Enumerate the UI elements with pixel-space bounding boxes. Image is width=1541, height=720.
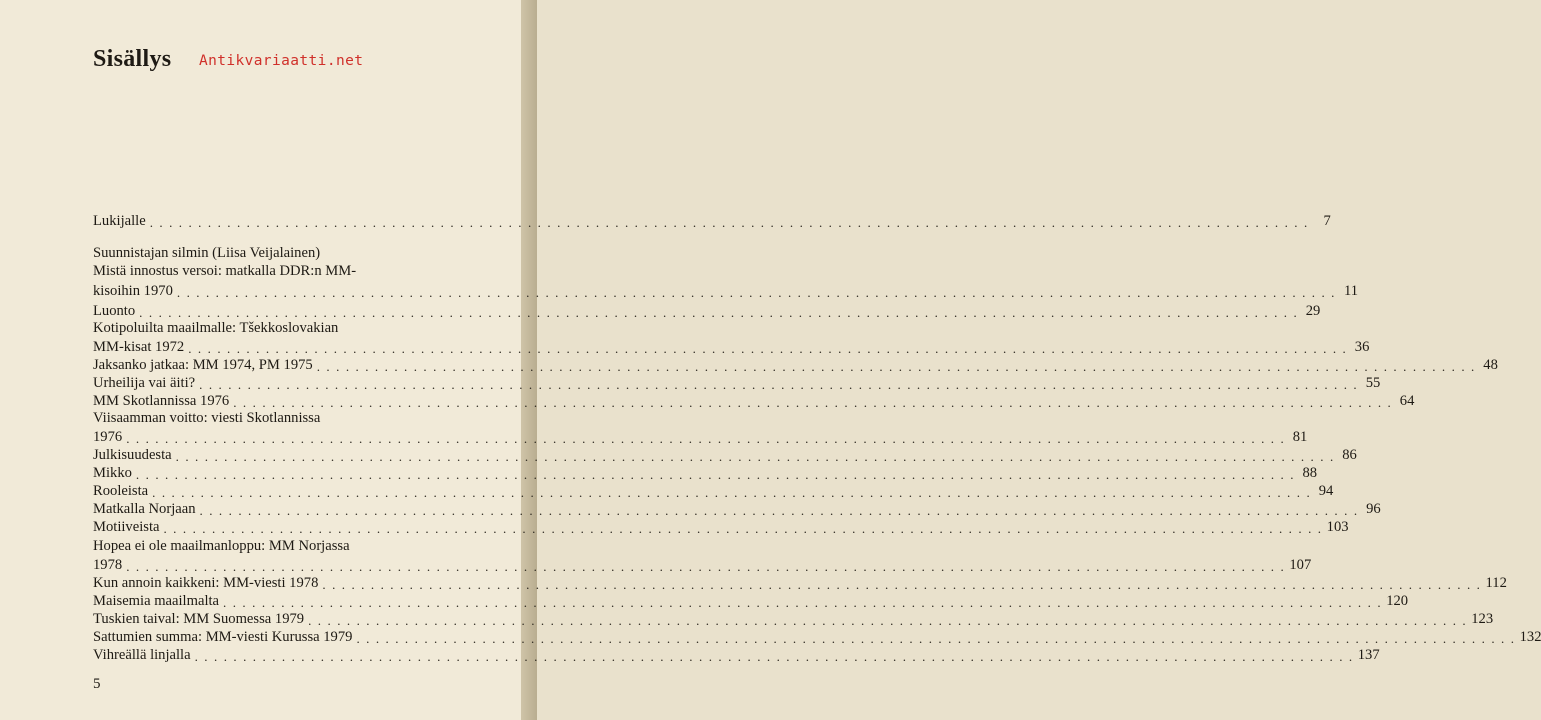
toc-entry-label: Rooleista (93, 483, 149, 499)
toc-leader-dots: . . . . . . . . . . . . . . . . . . . . . . . . . . . . . . . . . . . . . . . . . . . . . . . . . . . . . . . . . . . . . . . . . . . . . . . . . . . . . . . . . . . . . . . . . . . . . . . . . . . . . . . . . . . . . . . . . . . . . . . . (188, 341, 1348, 356)
toc-entry-page: 48 (1483, 357, 1498, 373)
toc-entry (93, 374, 1381, 392)
toc-entry (93, 338, 1370, 356)
toc-entry-label: MM Skotlannissa 1976 (93, 393, 230, 409)
toc-leader-dots: . . . . . . . . . . . . . . . . . . . . . . . . . . . . . . . . . . . . . . . . . . . . . . . . . . . . . . . . . . . . . . . . . . . . . . . . . . . . . . . . . . . . . . . . . . . . . . . . . . . . . . . . . . . . . . . . . . . . . . . . (223, 595, 1383, 610)
toc-leader-dots: . . . . . . . . . . . . . . . . . . . . . . . . . . . . . . . . . . . . . . . . . . . . . . . . . . . . . . . . . . . . . . . . . . . . . . . . . . . . . . . . . . . . . . . . . . . . . . . . . . . . . . . . . . . . . . . . . . . . . . . . (139, 305, 1299, 320)
toc-leader-dots: . . . . . . . . . . . . . . . . . . . . . . . . . . . . . . . . . . . . . . . . . . . . . . . . . . . . . . . . . . . . . . . . . . . . . . . . . . . . . . . . . . . . . . . . . . . . . . . . . . . . . . . . . . . . . . . . . . . . . . . . (199, 503, 1359, 518)
toc-entry-page: 64 (1399, 393, 1415, 409)
toc-entry-label: Kotipoluilta maailmalle: Tšekkoslovakian (93, 320, 339, 336)
toc-entry (93, 245, 469, 263)
toc-entry (93, 464, 1318, 482)
toc-entry-label: Mikko (93, 465, 132, 481)
toc-leader-dots: . . . . . . . . . . . . . . . . . . . . . . . . . . . . . . . . . . . . . . . . . . . . . . . . . . . . . . . . . . . . . . . . . . . . . . . . . . . . . . . . . . . . . . . . . . . . . . . . . . . . . . . . . . . . . . . . . . . . . . . . (152, 485, 1312, 500)
toc-entry (93, 500, 1381, 518)
toc-entry (93, 592, 1409, 610)
toc-leader-dots: . . . . . . . . . . . . . . . . . . . . . . . . . . . . . . . . . . . . . . . . . . . . . . . . . . . . . . . . . . . . . . . . . . . . . . . . . . . . . . . . . . . . . . . . . . . . . . . . . . . . . . . . . . . . . . . . . . . . . . . . (308, 613, 1468, 628)
toc-entry-label: Suunnistajan silmin (Liisa Veijalainen) (93, 245, 321, 261)
watermark-text: Antikvariaatti.net (199, 53, 364, 69)
toc-entry (93, 410, 469, 428)
toc-entry-label: Vihreällä linjalla (93, 647, 191, 663)
toc-entry-label: 1976 (93, 429, 123, 445)
toc-leader-dots: . . . . . . . . . . . . . . . . . . . . . . . . . . . . . . . . . . . . . . . . . . . . . . . . . . . . . . . . . . . . . . . . . . . . . . . . . . . . . . . . . . . . . . . . . . . . . . . . . . . . . . . . . . . . . . . . . . . . . . . . (233, 395, 1393, 410)
toc-entry (93, 263, 469, 281)
page-title: Sisällys (93, 46, 172, 72)
toc-entry (93, 212, 1331, 230)
toc-leader-dots: . . . . . . . . . . . . . . . . . . . . . . . . . . . . . . . . . . . . . . . . . . . . . . . . . . . . . . . . . . . . . . . . . . . . . . . . . . . . . . . . . . . . . . . . . . . . . . . . . . . . . . . . . . . . . . . . . . . . . . . . (176, 285, 1337, 300)
toc-entry-page: 36 (1354, 339, 1370, 355)
toc-leader-dots: . . . . . . . . . . . . . . . . . . . . . . . . . . . . . . . . . . . . . . . . . . . . . . . . . . . . . . . . . . . . . . . . . . . . . . . . . . . . . . . . . . . . . . . . . . . . . . . . . . . . . . . . . . . . . . . . . . . . . . . . (135, 467, 1296, 482)
toc-entry (93, 320, 469, 338)
toc-entry-label: Viisaamman voitto: viesti Skotlannissa (93, 410, 321, 426)
toc-entry-page: 86 (1342, 447, 1357, 463)
toc-entry-label: Tuskien taival: MM Suomessa 1979 (93, 611, 305, 627)
toc-entry (93, 482, 1334, 500)
toc-entry (93, 610, 1494, 628)
toc-entry-page: 81 (1292, 429, 1308, 445)
toc-entry-label: Urheilija vai äiti? (93, 375, 196, 391)
toc-entry (93, 538, 469, 556)
toc-leader-dots: . . . . . . . . . . . . . . . . . . . . . . . . . . . . . . . . . . . . . . . . . . . . . . . . . . . . . . . . . . . . . . . . . . . . . . . . . . . . . . . . . . . . . . . . . . . . . . . . . . . . . . . . . . . . . . . . . . . . . . . . (356, 631, 1516, 646)
toc-entry-label: MM-kisat 1972 (93, 339, 185, 355)
toc-entry-page: 94 (1318, 483, 1334, 499)
toc-entry-page: 112 (1485, 575, 1507, 591)
toc-entry (93, 302, 1321, 320)
toc-entry (93, 518, 1349, 536)
toc-entry-label: Jaksanko jatkaa: MM 1974, PM 1975 (93, 357, 313, 373)
toc-entry (93, 392, 1415, 410)
toc-entry-page: 107 (1289, 557, 1312, 573)
toc-entry-page: 120 (1386, 593, 1409, 609)
page-number-footer: 5 (93, 676, 101, 692)
toc-entry-page: 132 (1519, 629, 1541, 645)
toc-entry-page: 55 (1365, 375, 1381, 391)
toc-entry (93, 646, 1380, 664)
toc-entry (93, 356, 1498, 374)
toc-leader-dots: . . . . . . . . . . . . . . . . . . . . . . . . . . . . . . . . . . . . . . . . . . . . . . . . . . . . . . . . . . . . . . . . . . . . . . . . . . . . . . . . . . . . . . . . . . . . . . . . . . . . . . . . . . . . . . . . . . . . . . . . (316, 359, 1476, 374)
toc-entry-label: Maisemia maailmalta (93, 593, 220, 609)
toc-entry-page: 137 (1357, 647, 1380, 663)
toc-leader-dots: . . . . . . . . . . . . . . . . . . . . . . . . . . . . . . . . . . . . . . . . . . . . . . . . . . . . . . . . . . . . . . . . . . . . . . . . . . . . . . . . . . . . . . . . . . . . . . . . . . . . . . . . . . . . . . . . . . . . . . . . (175, 449, 1335, 464)
toc-entry-label: kisoihin 1970 (93, 283, 173, 299)
toc-entry-label: Kun annoin kaikkeni: MM-viesti 1978 (93, 575, 319, 591)
toc-entry-page: 11 (1343, 283, 1359, 299)
toc-leader-dots: . . . . . . . . . . . . . . . . . . . . . . . . . . . . . . . . . . . . . . . . . . . . . . . . . . . . . . . . . . . . . . . . . . . . . . . . . . . . . . . . . . . . . . . . . . . . . . . . . . . . . . . . . . . . . . . . . . . . . . . . (126, 559, 1286, 574)
toc-entry-label: Luonto (93, 303, 136, 319)
toc-entry-label: Motiiveista (93, 519, 160, 535)
toc-leader-dots: . . . . . . . . . . . . . . . . . . . . . . . . . . . . . . . . . . . . . . . . . . . . . . . . . . . . . . . . . . . . . . . . . . . . . . . . . . . . . . . . . . . . . . . . . . . . . . . . . . . . . . . . . . . . . . . . . . . . . . . . (322, 577, 1482, 592)
toc-entry (93, 574, 1507, 592)
toc-leader-dots: . . . . . . . . . . . . . . . . . . . . . . . . . . . . . . . . . . . . . . . . . . . . . . . . . . . . . . . . . . . . . . . . . . . . . . . . . . . . . . . . . . . . . . . . . . . . . . . . . . . . . . . . . . . . . . . . . . . . . . . . (199, 377, 1359, 392)
toc-entry (93, 282, 1359, 300)
toc-leader-dots: . . . . . . . . . . . . . . . . . . . . . . . . . . . . . . . . . . . . . . . . . . . . . . . . . . . . . . . . . . . . . . . . . . . . . . . . . . . . . . . . . . . . . . . . . . . . . . . . . . . . . . . . . . . . . . . . . . . . . . . . (194, 649, 1354, 664)
toc-entry-label: Mistä innostus versoi: matkalla DDR:n MM- (93, 263, 357, 279)
toc-entry-page: 96 (1366, 501, 1381, 517)
toc-entry-page: 103 (1326, 519, 1349, 535)
toc-entry (93, 556, 1312, 574)
toc-entry-page: 88 (1302, 465, 1318, 481)
toc-entry-label: 1978 (93, 557, 123, 573)
toc-entry-label: Matkalla Norjaan (93, 501, 196, 517)
toc-entry-page: 29 (1305, 303, 1321, 319)
toc-entry-label: Sattumien summa: MM-viesti Kurussa 1979 (93, 629, 353, 645)
toc-leader-dots: . . . . . . . . . . . . . . . . . . . . . . . . . . . . . . . . . . . . . . . . . . . . . . . . . . . . . . . . . . . . . . . . . . . . . . . . . . . . . . . . . . . . . . . . . . . . . . . . . . . . . . . . . . . . . . . . . . . . . . . . (163, 521, 1323, 536)
toc-entry-label: Hopea ei ole maailmanloppu: MM Norjassa (93, 538, 350, 554)
toc-entry (93, 628, 1541, 646)
toc-entry-label: Julkisuudesta (93, 447, 172, 463)
toc-leader-dots: . . . . . . . . . . . . . . . . . . . . . . . . . . . . . . . . . . . . . . . . . . . . . . . . . . . . . . . . . . . . . . . . . . . . . . . . . . . . . . . . . . . . . . . . . . . . . . . . . . . . . . . . . . . . . . . . . . . . . . . . (149, 215, 1309, 230)
toc-entry (93, 428, 1308, 446)
toc-leader-dots: . . . . . . . . . . . . . . . . . . . . . . . . . . . . . . . . . . . . . . . . . . . . . . . . . . . . . . . . . . . . . . . . . . . . . . . . . . . . . . . . . . . . . . . . . . . . . . . . . . . . . . . . . . . . . . . . . . . . . . . . (126, 431, 1286, 446)
toc-entry-page: 123 (1471, 611, 1494, 627)
toc-entry (93, 446, 1357, 464)
toc-entry-label: Lukijalle (93, 213, 146, 229)
toc-entry-page: 7 (1323, 213, 1331, 229)
